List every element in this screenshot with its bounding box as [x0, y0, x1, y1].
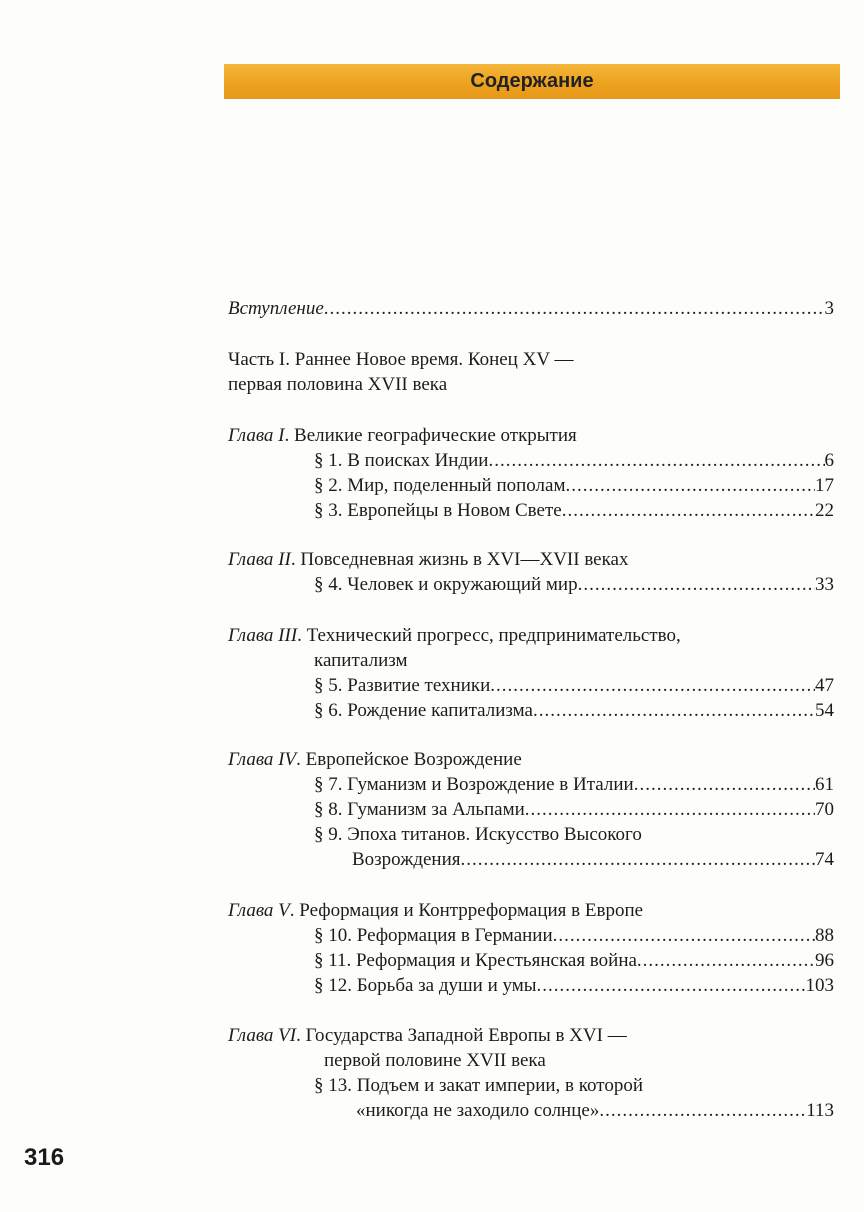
- toc-page-number: 6: [824, 450, 834, 471]
- chapter-heading-6: [228, 1024, 627, 1048]
- toc-entry-label: § 11. Реформация и Крестьянская война: [314, 950, 637, 971]
- toc-entry-section[interactable]: [314, 474, 834, 498]
- leader-dots: [599, 1099, 806, 1123]
- chapter-heading-4: [228, 748, 522, 772]
- toc-page-number: 96: [815, 950, 834, 971]
- leader-dots: [525, 798, 815, 822]
- toc-entry-label-line2: «никогда не заходило солнце»: [356, 1100, 600, 1121]
- toc-entry-label: § 3. Европейцы в Новом Свете: [314, 500, 562, 521]
- toc-page-number: 33: [815, 574, 834, 595]
- leader-dots: [637, 949, 815, 973]
- toc-page-number: 103: [805, 975, 834, 996]
- part-heading: [228, 348, 573, 372]
- toc-entry-label: § 13. Подъем и закат империи, в которой: [314, 1075, 644, 1096]
- chapter-prefix: Глава III: [228, 625, 298, 646]
- toc-entry-section[interactable]: [314, 773, 834, 797]
- toc-page-number: 61: [815, 774, 834, 795]
- leader-dots: [566, 474, 816, 498]
- chapter-heading-3-line2: [314, 649, 408, 673]
- toc-entry-label-line2: Возрождения: [352, 849, 461, 870]
- toc-entry-label: § 2. Мир, поделенный пополам: [314, 475, 566, 496]
- chapter-heading-5: [228, 899, 643, 923]
- chapter-heading-3: [228, 624, 681, 648]
- toc-entry-section-line1[interactable]: [314, 1074, 643, 1098]
- leader-dots: [578, 573, 815, 597]
- toc-entry-section[interactable]: [314, 924, 834, 948]
- toc-entry-label: § 8. Гуманизм за Альпами: [314, 799, 525, 820]
- leader-dots: [324, 297, 825, 321]
- chapter-title-line2: капитализм: [314, 650, 408, 671]
- toc-page-number: 22: [815, 500, 834, 521]
- toc-page-number: 54: [815, 700, 834, 721]
- leader-dots: [537, 974, 806, 998]
- chapter-prefix: Глава VI: [228, 1025, 297, 1046]
- chapter-title: . Государства Западной Европы в XVI —: [296, 1025, 627, 1046]
- toc-page-number: 47: [815, 675, 834, 696]
- toc-entry-label: § 10. Реформация в Германии: [314, 925, 553, 946]
- part-title-line1: Часть I. Раннее Новое время. Конец XV —: [228, 349, 574, 370]
- leader-dots: [634, 773, 815, 797]
- contents-title: Содержание: [470, 70, 594, 92]
- toc-entry-label: § 1. В поисках Индии: [314, 450, 489, 471]
- toc-entry-section[interactable]: [314, 949, 834, 973]
- toc-entry-section-line2[interactable]: [352, 848, 834, 872]
- leader-dots: [533, 699, 815, 723]
- toc-entry-label: § 5. Развитие техники: [314, 675, 491, 696]
- chapter-title: . Реформация и Контрреформация в Европе: [289, 900, 644, 921]
- toc-page-number: 113: [806, 1100, 834, 1121]
- chapter-heading-6-line2: [324, 1049, 546, 1073]
- toc-entry-section[interactable]: [314, 573, 834, 597]
- chapter-prefix: Глава V: [228, 900, 290, 921]
- chapter-prefix: Глава II: [228, 549, 291, 570]
- toc-page-number: 17: [815, 475, 834, 496]
- chapter-prefix: Глава IV: [228, 749, 297, 770]
- chapter-title: . Повседневная жизнь в XVI—XVII веках: [290, 549, 629, 570]
- toc-page-number: 70: [815, 799, 834, 820]
- toc-entry-label: § 9. Эпоха титанов. Искусство Высокого: [314, 824, 642, 845]
- toc-page-number: 88: [815, 925, 834, 946]
- leader-dots: [562, 499, 815, 523]
- leader-dots: [461, 848, 815, 872]
- toc-entry-section[interactable]: [314, 449, 834, 473]
- toc-entry-label: § 12. Борьба за души и умы: [314, 975, 537, 996]
- toc-entry-section[interactable]: [314, 798, 834, 822]
- toc-entry-section-line2[interactable]: [356, 1099, 834, 1123]
- toc-page-number: 3: [824, 298, 834, 319]
- toc-entry-label: § 4. Человек и окружающий мир: [314, 574, 578, 595]
- chapter-title: . Великие географические открытия: [284, 425, 577, 446]
- toc-entry-section-line1[interactable]: [314, 823, 642, 847]
- chapter-title: . Технический прогресс, предпринимательство,: [297, 625, 681, 646]
- chapter-heading-2: [228, 548, 629, 572]
- leader-dots: [488, 449, 824, 473]
- toc-entry-section[interactable]: [314, 974, 834, 998]
- leader-dots: [490, 674, 815, 698]
- toc-page-number: 74: [815, 849, 834, 870]
- toc-entry-intro[interactable]: [228, 297, 834, 321]
- toc-entry-section[interactable]: [314, 699, 834, 723]
- page-number: 316: [24, 1144, 65, 1171]
- chapter-heading-1: [228, 424, 577, 448]
- toc-entry-label: § 7. Гуманизм и Возрождение в Италии: [314, 774, 634, 795]
- leader-dots: [553, 924, 815, 948]
- chapter-prefix: Глава I: [228, 425, 285, 446]
- part-heading-line2: [228, 373, 447, 397]
- toc-entry-section[interactable]: [314, 499, 834, 523]
- toc-entry-section[interactable]: [314, 674, 834, 698]
- part-title-line2: первая половина XVII века: [228, 374, 448, 395]
- toc-entry-label: § 6. Рождение капитализма: [314, 700, 533, 721]
- toc-entry-label: Вступление: [228, 298, 324, 319]
- chapter-title-line2: первой половине XVII века: [324, 1050, 546, 1071]
- chapter-title: . Европейское Возрождение: [296, 749, 522, 770]
